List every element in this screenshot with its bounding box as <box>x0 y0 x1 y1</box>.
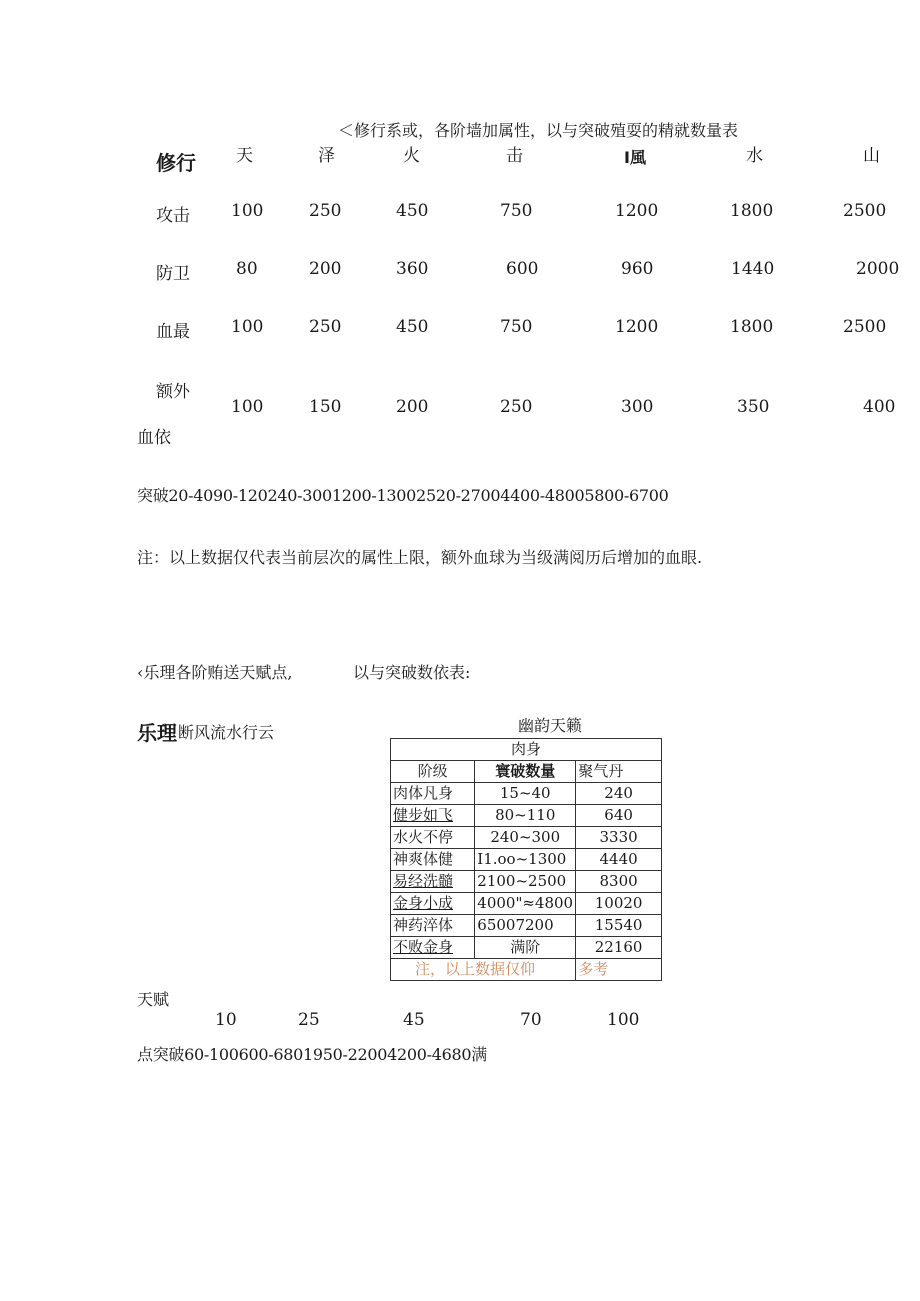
row-label: 血最 <box>156 322 190 342</box>
range-cell: 2100~2500 <box>475 871 576 893</box>
talent-value: 25 <box>298 1010 320 1030</box>
table-cell: 200 <box>396 397 429 417</box>
table-cell: 200 <box>309 259 342 279</box>
column-header: 山 <box>863 146 880 166</box>
talent-value: 45 <box>403 1010 425 1030</box>
pills-cell: 240 <box>576 783 662 805</box>
table-footer-note: 注，以上数据仅仰 <box>391 959 576 981</box>
level-cell: 水火不停 <box>391 827 475 849</box>
table-row <box>391 849 662 871</box>
table-row <box>391 937 662 959</box>
column-header: 泽 <box>318 146 335 166</box>
table-cell: 100 <box>231 397 264 417</box>
level-cell: 易经洗髓 <box>391 871 475 893</box>
table-cell: 600 <box>506 259 539 279</box>
table-cell: 1200 <box>615 201 659 221</box>
column-header: 阶级 <box>391 761 475 783</box>
level-cell: 健步如飞 <box>391 805 475 827</box>
column-header: 天 <box>236 146 253 166</box>
pills-cell: 10020 <box>576 893 662 915</box>
row-label: 血依 <box>137 428 171 448</box>
pill-table <box>390 738 662 981</box>
table-cell: 250 <box>309 201 342 221</box>
range-cell: 15~40 <box>475 783 576 805</box>
table-cell: 350 <box>737 397 770 417</box>
talent-breakthrough-line: 点突破60-100600-6801950-22004200-4680满 <box>137 1045 487 1064</box>
range-cell: 满阶 <box>475 937 576 959</box>
row-label: 攻击 <box>156 206 190 226</box>
table-row <box>391 827 662 849</box>
pills-cell: 4440 <box>576 849 662 871</box>
talent-value: 100 <box>607 1010 640 1030</box>
table-row <box>391 871 662 893</box>
table-cell: 1440 <box>731 259 775 279</box>
section-heading-right: 以与突破数依表: <box>353 663 471 682</box>
column-header: I風 <box>624 148 646 167</box>
table-cell: 250 <box>500 397 533 417</box>
table-cell: 2500 <box>843 317 887 337</box>
table-cell: 1800 <box>730 317 774 337</box>
table-cell: 2500 <box>843 201 887 221</box>
table-cell: 100 <box>231 201 264 221</box>
pills-cell: 15540 <box>576 915 662 937</box>
table-cell: 360 <box>396 259 429 279</box>
section-heading: ‹乐理各阶贿送天赋点, <box>137 663 293 682</box>
table-row <box>391 893 662 915</box>
pills-cell: 22160 <box>576 937 662 959</box>
table-cell: 960 <box>621 259 654 279</box>
level-cell: 不败金身 <box>391 937 475 959</box>
pills-cell: 640 <box>576 805 662 827</box>
table-cell: 300 <box>621 397 654 417</box>
table-cell: 400 <box>863 397 896 417</box>
table-title: ＜修行系或，各阶墙加属性，以与突破殖耍的精就数量表 <box>338 121 739 140</box>
table-cell: 450 <box>396 201 429 221</box>
group-header: 肉身 <box>391 739 662 761</box>
range-cell: 65007200 <box>475 915 576 937</box>
column-header: 聚气丹 <box>576 761 662 783</box>
table-row <box>391 739 662 761</box>
range-cell: 4000"≈4800 <box>475 893 576 915</box>
table-cell: 80 <box>236 259 258 279</box>
table-footer-note-right: 多考 <box>576 959 662 981</box>
breakthrough-line: 突破20-4090-120240-3001200-13002520-27004400-48005800-6700 <box>137 486 669 505</box>
level-cell: 肉体凡身 <box>391 783 475 805</box>
talent-label: 天赋 <box>137 990 170 1009</box>
inner-table-caption: 幽韵天籁 <box>518 716 583 735</box>
table-row <box>391 959 662 981</box>
table-cell: 150 <box>309 397 342 417</box>
pills-cell: 3330 <box>576 827 662 849</box>
range-cell: 80~110 <box>475 805 576 827</box>
column-header: 火 <box>403 146 420 166</box>
table-row <box>391 805 662 827</box>
level-cell: 神药淬体 <box>391 915 475 937</box>
table-row <box>391 783 662 805</box>
table-row <box>391 915 662 937</box>
table-cell: 1800 <box>730 201 774 221</box>
table-row <box>391 761 662 783</box>
table-cell: 2000 <box>856 259 900 279</box>
row-label: 额外 <box>156 382 190 402</box>
row-label: 防卫 <box>156 264 190 284</box>
pills-cell: 8300 <box>576 871 662 893</box>
column-header: 击 <box>506 146 523 166</box>
talent-value: 70 <box>520 1010 542 1030</box>
level-cell: 金身小成 <box>391 893 475 915</box>
range-cell: 240~300 <box>475 827 576 849</box>
section-subtitle: 断风流水行云 <box>178 723 275 742</box>
table-cell: 750 <box>500 317 533 337</box>
table-cell: 250 <box>309 317 342 337</box>
range-cell: I1.oo~1300 <box>475 849 576 871</box>
table-cell: 450 <box>396 317 429 337</box>
table-note: 注：以上数据仅代表当前层次的属性上限，额外血球为当级满阅历后增加的血眼. <box>137 548 703 567</box>
table-corner-label: 修行 <box>156 151 196 175</box>
column-header: 寰破数量 <box>475 761 576 783</box>
talent-value: 10 <box>215 1010 237 1030</box>
section-title: 乐理 <box>137 721 177 745</box>
table-cell: 750 <box>500 201 533 221</box>
level-cell: 神爽体健 <box>391 849 475 871</box>
column-header: 水 <box>746 146 763 166</box>
table-cell: 100 <box>231 317 264 337</box>
table-cell: 1200 <box>615 317 659 337</box>
